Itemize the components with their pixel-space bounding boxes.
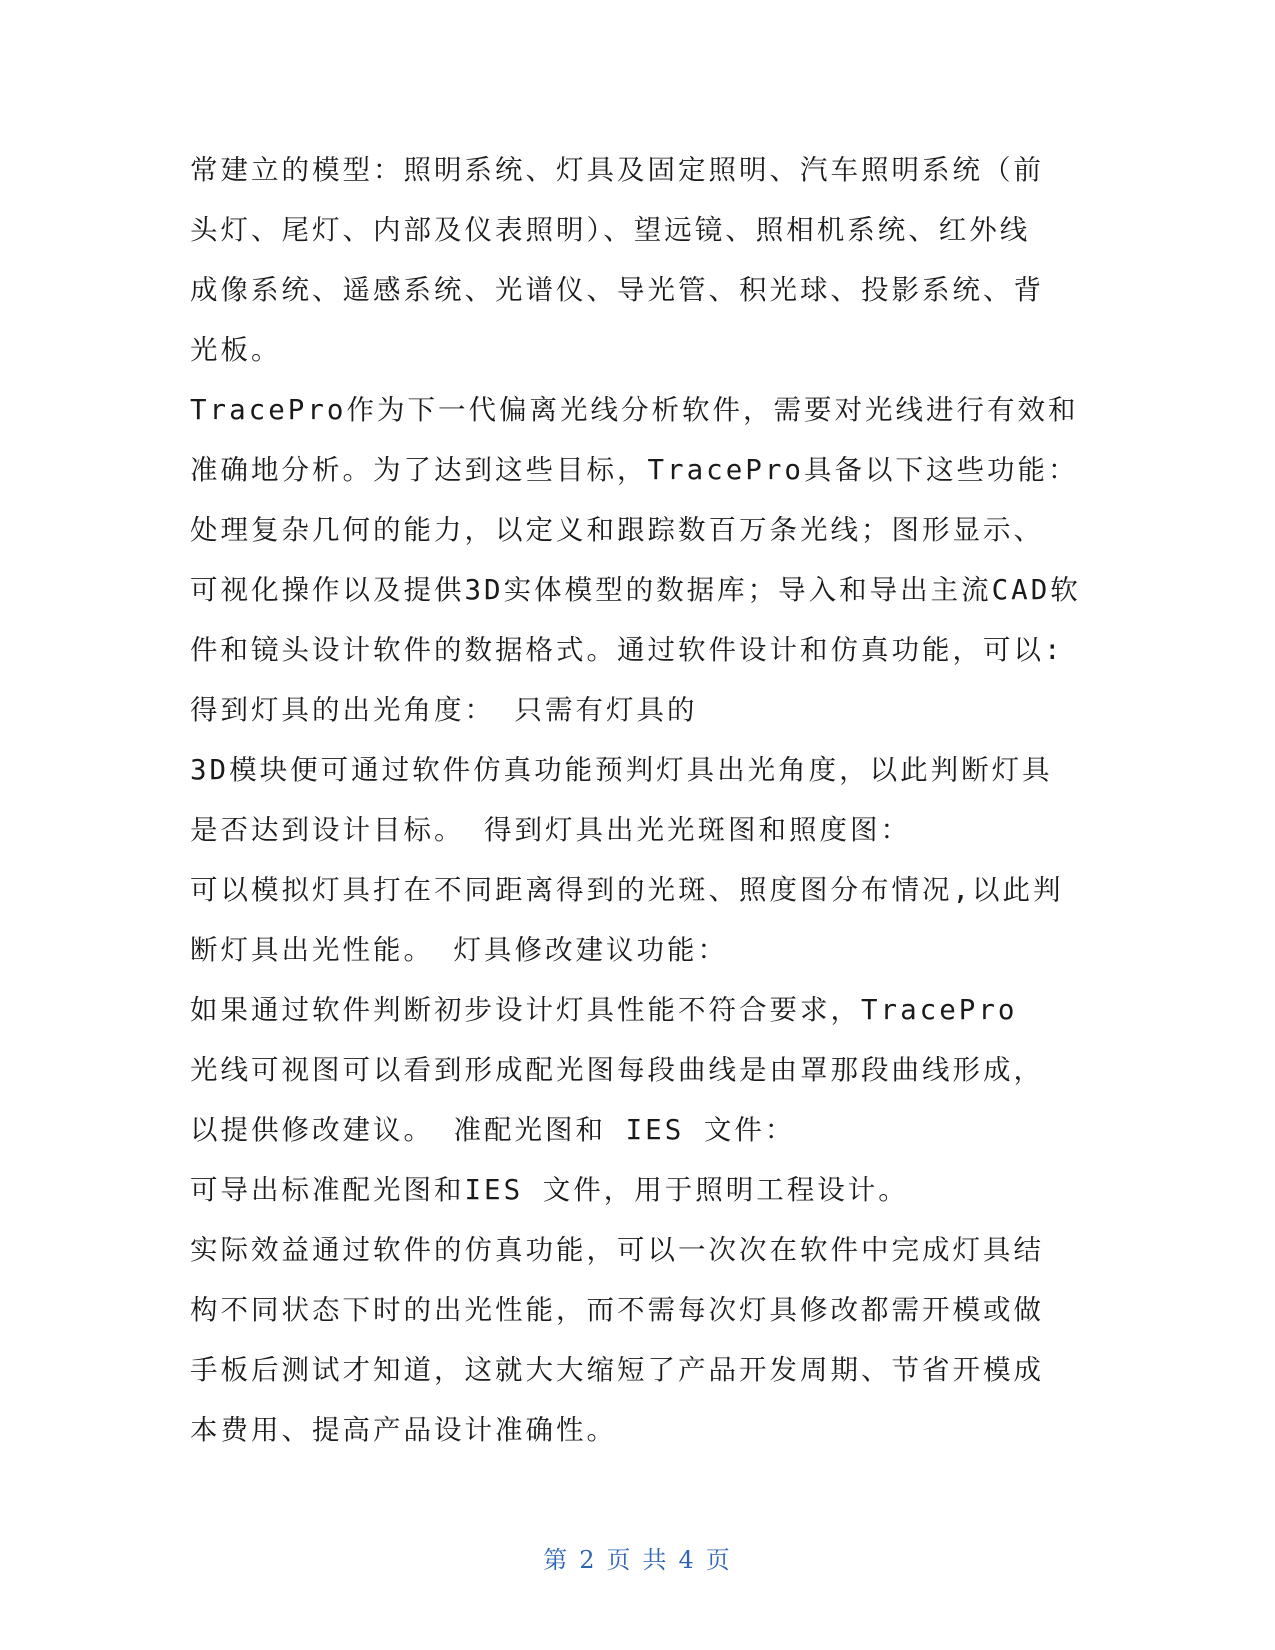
body-text [190,140,1090,1460]
text-line: 本费用、提高产品设计准确性。 [190,1414,617,1446]
text-line: TracePro作为下一代偏离光线分析软件，需要对光线进行有效和 [190,394,1079,426]
text-line: 可以模拟灯具打在不同距离得到的光斑、照度图分布情况,以此判 [190,874,1064,906]
text-line: 件和镜头设计软件的数据格式。通过软件设计和仿真功能，可以: [190,634,1064,666]
footer-label-total: 共 [642,1546,669,1574]
page-footer [0,1540,1275,1575]
text-line: 可视化操作以及提供3D实体模型的数据库；导入和导出主流CAD软 [190,574,1081,606]
text-line: 手板后测试才知道，这就大大缩短了产品开发周期、节省开模成 [190,1354,1044,1386]
text-line: 准确地分析。为了达到这些目标，TracePro具备以下这些功能： [190,454,1079,486]
text-line: 头灯、尾灯、内部及仪表照明）、望远镜、照相机系统、红外线 [190,214,1031,246]
text-line: 实际效益通过软件的仿真功能，可以一次次在软件中完成灯具结 [190,1234,1044,1266]
text-line: 是否达到设计目标。 得到灯具出光光斑图和照度图： [190,814,912,846]
text-line: 常建立的模型：照明系统、灯具及固定照明、汽车照明系统（前 [190,154,1044,186]
text-line: 光板。 [190,334,282,366]
text-line: 3D模块便可通过软件仿真功能预判灯具出光角度，以此判断灯具 [190,754,1053,786]
footer-label-prefix: 第 [543,1546,570,1574]
footer-total-pages: 4 [678,1546,696,1574]
text-line: 得到灯具的出光角度： 只需有灯具的 [190,694,698,726]
footer-current-page: 2 [579,1546,597,1574]
text-line: 断灯具出光性能。 灯具修改建议功能： [190,934,729,966]
text-line: 以提供修改建议。 准配光图和 IES 文件： [190,1114,796,1146]
text-line: 构不同状态下时的出光性能，而不需每次灯具修改都需开模或做 [190,1294,1044,1326]
text-line: 处理复杂几何的能力，以定义和跟踪数百万条光线；图形显示、 [190,514,1044,546]
text-line: 光线可视图可以看到形成配光图每段曲线是由罩那段曲线形成， [190,1054,1044,1086]
footer-label-suffix: 页 [705,1546,732,1574]
text-line: 可导出标准配光图和IES 文件，用于照明工程设计。 [190,1174,909,1206]
text-line: 成像系统、遥感系统、光谱仪、导光管、积光球、投影系统、背 [190,274,1044,306]
text-line: 如果通过软件判断初步设计灯具性能不符合要求，TracePro [190,994,1018,1026]
footer-label-page: 页 [606,1546,633,1574]
